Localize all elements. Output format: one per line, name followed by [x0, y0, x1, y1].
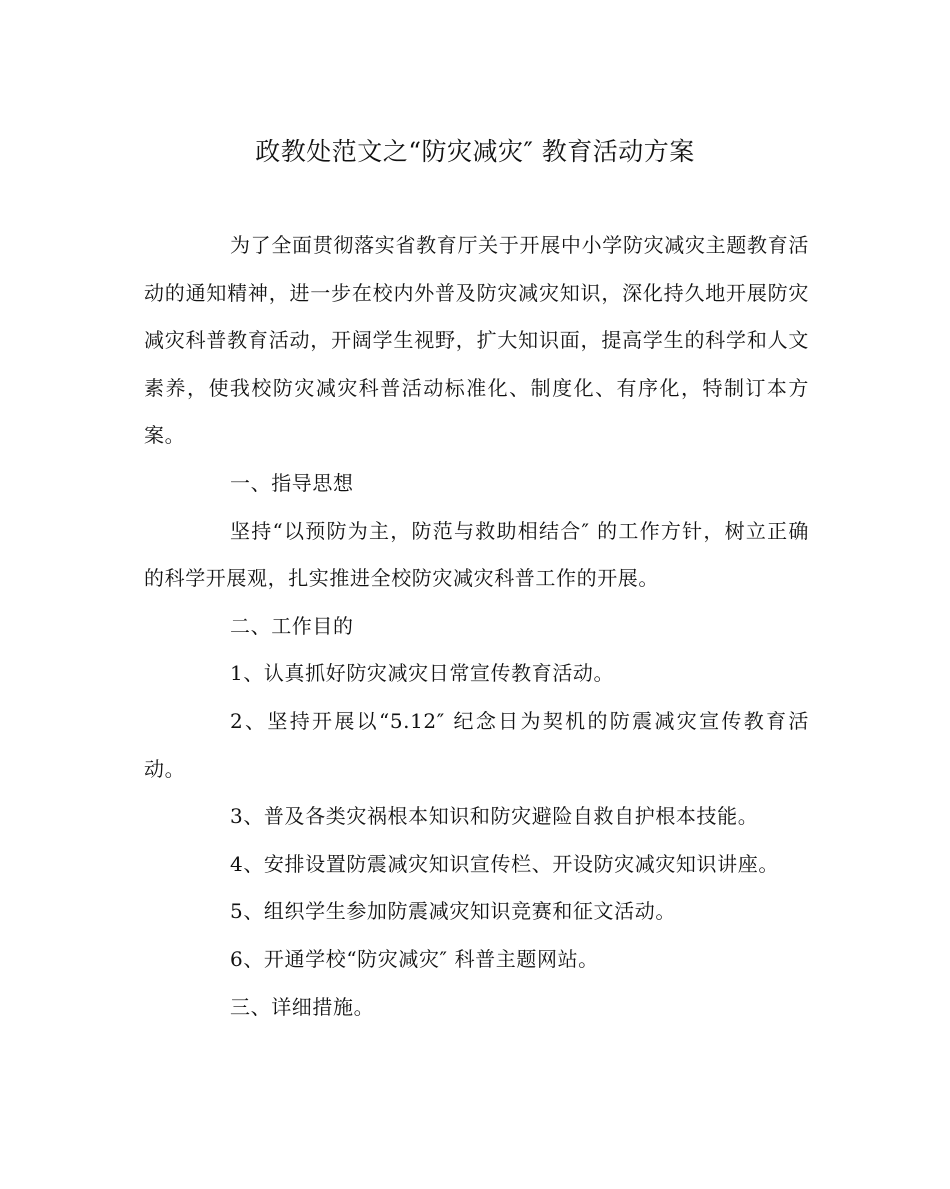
section-heading-measures: 三、详细措施。: [230, 994, 375, 1019]
guiding-ideology-paragraph: 坚持“以预防为主，防范与救助相结合″ 的工作方针，树立正确的科学开展观，扎实推进全校防灾减灾科普工作的开展。: [144, 518, 809, 591]
goal-item-6: 6、开通学校“防灾减灾″ 科普主题网站。: [230, 946, 599, 971]
document-body: [144, 222, 809, 1031]
goal-item-3: 3、普及各类灾祸根本知识和防灾避险自救自护根本技能。: [230, 804, 759, 829]
goal-item-1: 1、认真抓好防灾减灾日常宣传教育活动。: [230, 661, 615, 686]
document-title: 政教处范文之“防灾减灾″ 教育活动方案: [255, 137, 695, 166]
section-heading-work-goals: 二、工作目的: [230, 613, 354, 638]
section-heading-guiding-ideology: 一、指导思想: [230, 470, 354, 495]
goal-item-4: 4、安排设置防震减灾知识宣传栏、开设防灾减灾知识讲座。: [230, 851, 779, 876]
goal-item-5: 5、组织学生参加防震减灾知识竞赛和征文活动。: [230, 899, 676, 924]
intro-paragraph: 为了全面贯彻落实省教育厅关于开展中小学防灾减灾主题教育活动的通知精神，进一步在校内外普及防灾减灾知识，深化持久地开展防灾减灾科普教育活动，开阔学生视野，扩大知识面，提高学生的科学和人文素养，使我校防灾减灾科普活动标准化、制度化、有序化，特制订本方案。: [144, 233, 809, 448]
goal-item-2: 2、坚持开展以“5.12″ 纪念日为契机的防震减灾宣传教育活动。: [144, 708, 809, 781]
